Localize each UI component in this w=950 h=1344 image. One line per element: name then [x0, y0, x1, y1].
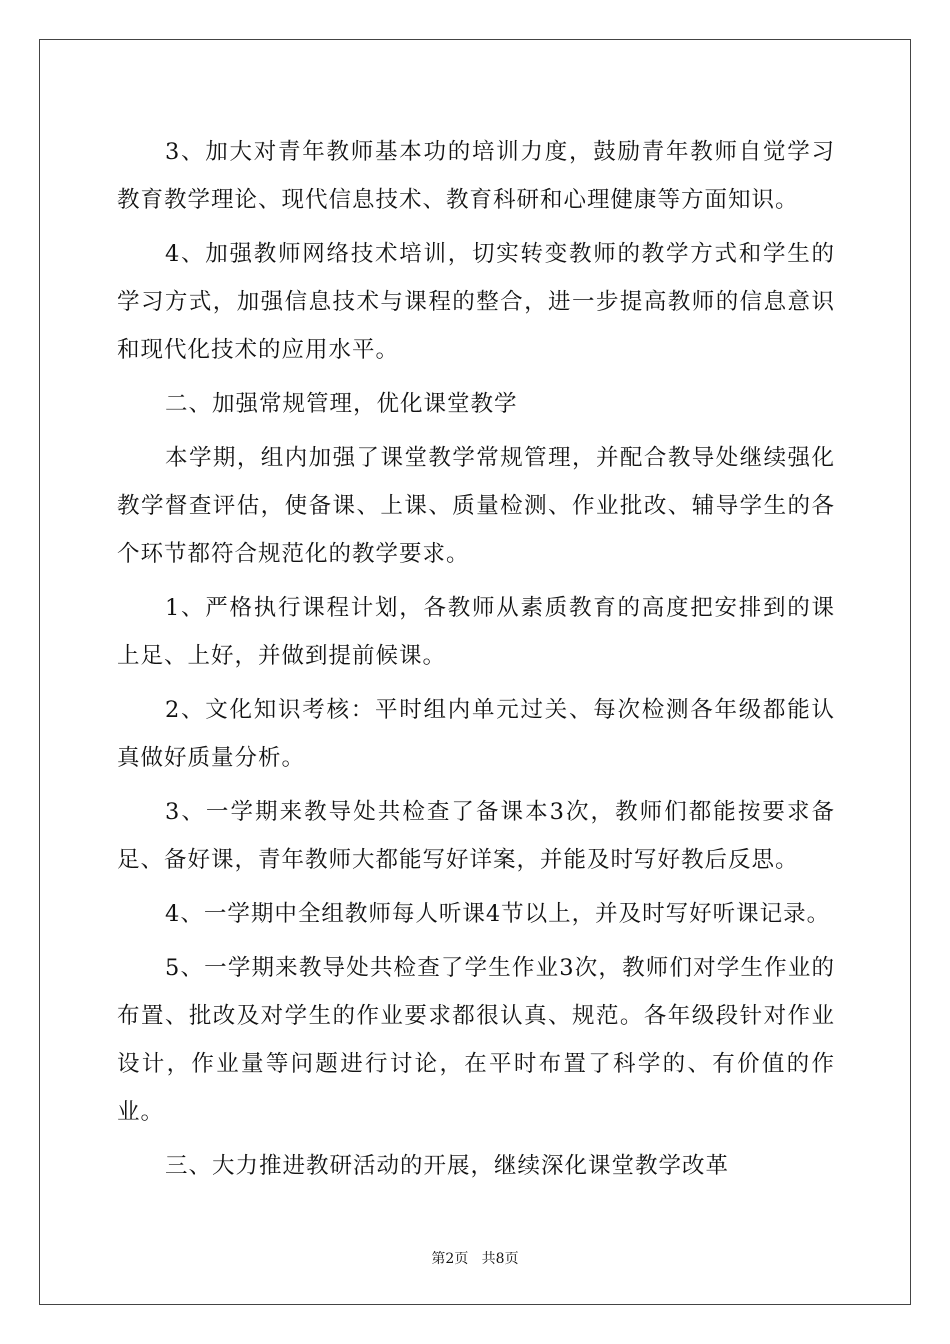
paragraph-6: 3、一学期来教导处共检查了备课本3次，教师们都能按要求备足、备好课，青年教师大都能写好详案，并能及时写好教后反思。 — [117, 799, 835, 873]
section-heading-2: 二、加强常规管理，优化课堂教学 — [165, 391, 518, 417]
paragraph-8: 5、一学期来教导处共检查了学生作业3次，教师们对学生作业的布置、批改及对学生的作业要求都很认真、规范。各年级段针对作业设计，作业量等问题进行讨论，在平时布置了科学的、有价值的作业。 — [117, 955, 835, 1125]
paragraph-5: 2、文化知识考核：平时组内单元过关、每次检测各年级都能认真做好质量分析。 — [117, 697, 835, 771]
paragraph-2: 4、加强教师网络技术培训，切实转变教师的教学方式和学生的学习方式，加强信息技术与课程的整合，进一步提高教师的信息意识和现代化技术的应用水平。 — [117, 241, 835, 363]
paragraph-4: 1、严格执行课程计划，各教师从素质教育的高度把安排到的课上足、上好，并做到提前候课。 — [117, 595, 835, 669]
paragraph-3: 本学期，组内加强了课堂教学常规管理，并配合教导处继续强化教学督查评估，使备课、上课、质量检测、作业批改、辅导学生的各个环节都符合规范化的教学要求。 — [117, 445, 835, 567]
paragraph-1: 3、加大对青年教师基本功的培训力度，鼓励青年教师自觉学习教育教学理论、现代信息技术、教育科研和心理健康等方面知识。 — [117, 139, 835, 213]
paragraph-7: 4、一学期中全组教师每人听课4节以上，并及时写好听课记录。 — [165, 901, 831, 927]
document-body — [117, 128, 835, 1190]
page-footer: 第2页 共8页 — [431, 1251, 519, 1267]
section-heading-3: 三、大力推进教研活动的开展，继续深化课堂教学改革 — [165, 1153, 730, 1179]
